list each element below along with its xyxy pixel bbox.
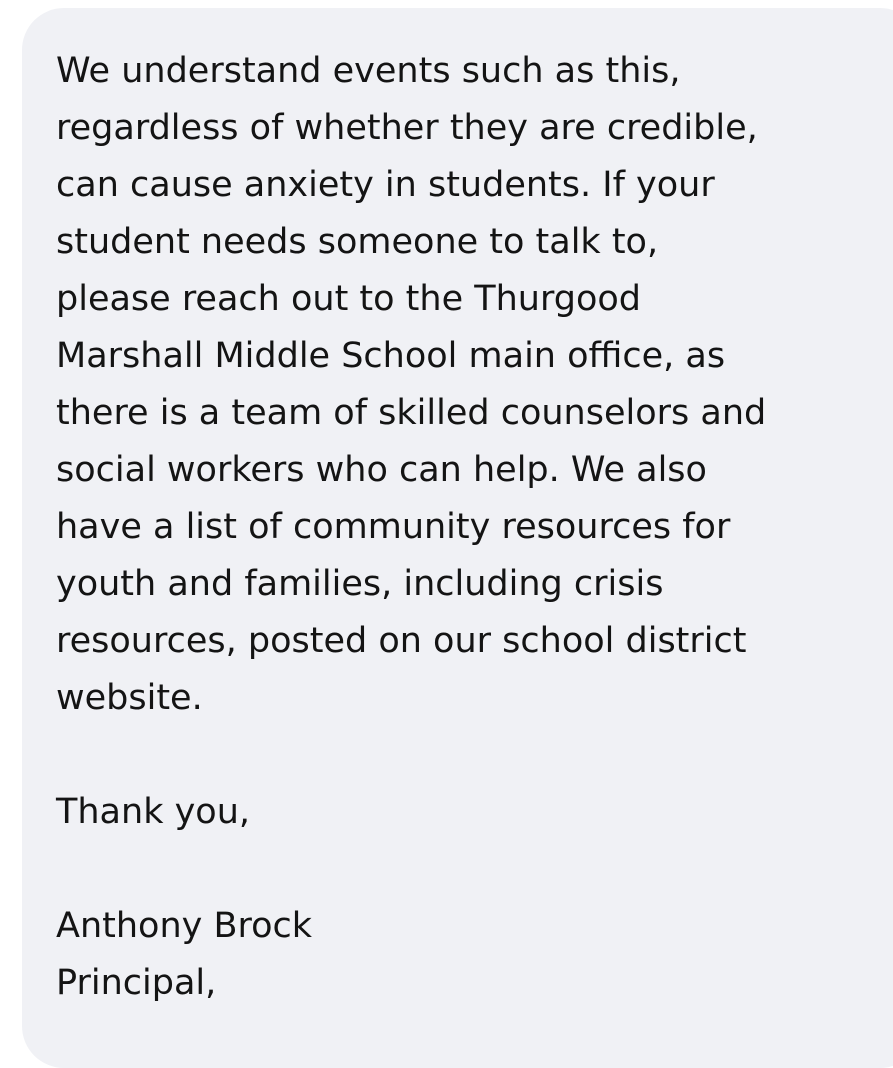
signature-title: Principal, (56, 963, 217, 1003)
message-line: resources, posted on our school district (56, 621, 747, 661)
message-text (56, 43, 886, 1012)
blank-line (56, 841, 886, 898)
message-line: can cause anxiety in students. If your (56, 165, 715, 205)
message-line: student needs someone to talk to, (56, 222, 659, 262)
blank-line (56, 727, 886, 784)
message-line: social workers who can help. We also (56, 450, 707, 490)
message-line: have a list of community resources for (56, 507, 731, 547)
closing-line: Thank you, (56, 792, 251, 832)
message-line: Marshall Middle School main office, as (56, 336, 726, 376)
message-line: We understand events such as this, (56, 51, 681, 91)
signature-name: Anthony Brock (56, 906, 313, 946)
message-line: there is a team of skilled counselors and (56, 393, 767, 433)
message-line: regardless of whether they are credible, (56, 108, 758, 148)
message-line: website. (56, 678, 203, 718)
message-line: youth and families, including crisis (56, 564, 664, 604)
message-line: please reach out to the Thurgood (56, 279, 642, 319)
